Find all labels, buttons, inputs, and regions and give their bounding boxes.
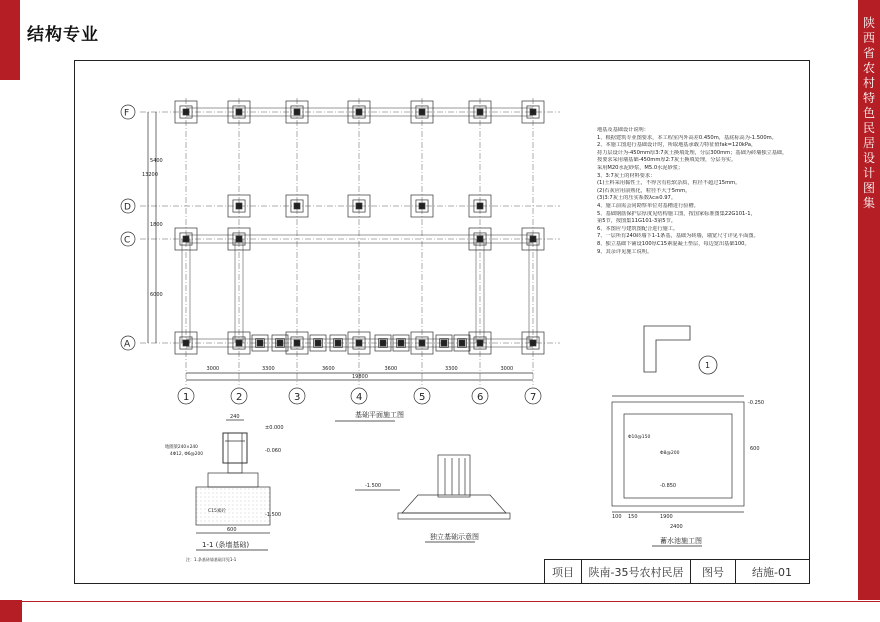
section-note: 注：1.条基砖墙基础详见1-1 xyxy=(186,557,237,562)
note-line: 9、其余详见施工说明。 xyxy=(597,248,653,255)
note-line: 采用M20水泥砂浆，M5.0水泥砂浆； xyxy=(597,164,684,171)
note-line: 8、独立基础下铺设100厚C15素混凝土垫层，每边宽出基础100。 xyxy=(597,240,750,247)
section-elev-1: ±0.000 xyxy=(265,425,284,431)
grid-col-label: 7 xyxy=(530,392,537,403)
note-line: 持力层设计为-450mm厚3:7灰土换填处理，分层300mm；基础为砖墙独立基础， xyxy=(597,149,788,156)
note-line: (2)石灰应用前熟化，粒径不大于5mm。 xyxy=(597,187,691,194)
col-spacing: 3300 xyxy=(445,366,458,372)
note-line: 6、本图应与建筑图配合进行施工。 xyxy=(597,225,679,232)
detail-title: 独立基础示意图 xyxy=(430,533,479,541)
section-width: 600 xyxy=(227,527,237,533)
total-width: 19800 xyxy=(352,374,368,380)
title-block xyxy=(544,559,809,583)
tank-rebar-2: Φ8@200 xyxy=(660,451,680,456)
section-elev-2: -0.060 xyxy=(265,448,282,454)
tank-w3: 100 xyxy=(612,514,622,520)
title-project-name: 陕南-35号农村民居 xyxy=(582,560,691,583)
tank-height: 600 xyxy=(750,446,760,452)
tank-width: 2400 xyxy=(670,524,683,530)
section-footing: C15素砼 xyxy=(208,509,226,514)
title-label-drawing: 图号 xyxy=(691,560,736,583)
col-spacing: 3600 xyxy=(384,366,398,372)
wall-footing-section xyxy=(196,420,270,533)
side-title: 陕西省农村特色民居设计图集 xyxy=(862,16,875,210)
section-elev-3: -1.500 xyxy=(265,512,282,518)
foundation-plan xyxy=(121,98,560,404)
note-line: 按要求采用墙基础-450mm厚2:7灰土换填处理，分层夯实。 xyxy=(597,157,737,164)
note-line: 1、根据建筑专业图要求，本工程室内外高差0.450m，基底标高为-1.500m。 xyxy=(597,134,777,141)
row-spacing: 6000 xyxy=(150,292,163,298)
footing-elev: -1.500 xyxy=(365,483,382,489)
tank-rebar-1: Φ10@150 xyxy=(628,435,651,440)
tank-top-elev: -0.250 xyxy=(748,400,765,406)
note-line: 3、3:7灰土的材料要求： xyxy=(597,172,656,179)
note-line: 4、施工前需会同勘察单位对基槽进行验槽。 xyxy=(597,202,699,209)
col-spacing: 3000 xyxy=(206,366,220,372)
detail-circle-number: 1 xyxy=(705,361,711,370)
design-notes xyxy=(597,127,802,256)
grid-col-label: 3 xyxy=(294,392,301,403)
grid-row-label: A xyxy=(124,339,131,350)
tank-w1: 1900 xyxy=(660,514,673,520)
plan-title: 基础平面施工图 xyxy=(355,411,404,419)
section-dim-top: 240 xyxy=(230,414,240,420)
grid-col-label: 6 xyxy=(477,392,484,403)
grid-col-label: 4 xyxy=(356,392,363,403)
row-spacing: 1800 xyxy=(150,222,163,228)
grid-col-label: 1 xyxy=(183,392,190,403)
col-spacing: 3300 xyxy=(262,366,275,372)
tank-title: 蓄水池施工图 xyxy=(660,537,702,545)
note-line: (1)土料采用黏性土，不得含有松软杂质，粒径不超过15mm。 xyxy=(597,180,741,187)
title-drawing-number: 结施-01 xyxy=(752,565,792,579)
col-spacing: 3000 xyxy=(500,366,514,372)
note-line: 第5节，按图集11G101-3第5节。 xyxy=(597,218,676,225)
grid-row-label: F xyxy=(124,108,130,119)
row-total: 13200 xyxy=(142,172,158,178)
section-beam-rebar: 4Φ12, Φ6@200 xyxy=(170,452,203,457)
grid-row-label: C xyxy=(124,235,131,246)
section-title: 1-1 (条墙基础) xyxy=(202,541,250,549)
section-beam: 地圈梁240×240 xyxy=(165,445,198,450)
note-line: 2、本施工图进行基础设计时，所取地基承载力特征值fak=120kPa， xyxy=(597,142,757,149)
grid-row-label: D xyxy=(124,202,131,213)
page-heading: 结构专业 xyxy=(27,25,99,45)
note-line: 7、一层所有240砖墙下1-1条基，基础为砖墙，墙宽尺寸详见平面图。 xyxy=(597,233,759,240)
tank-mid-elev: -0.850 xyxy=(660,483,677,489)
note-line: 地基及基础设计说明： xyxy=(597,127,649,133)
title-label-project: 项目 xyxy=(545,560,582,583)
grid-col-label: 5 xyxy=(419,392,426,403)
col-spacing: 3600 xyxy=(322,366,335,372)
grid-col-label: 2 xyxy=(236,392,243,403)
note-line: (3)3:7灰土的压实系数λc≥0.97。 xyxy=(597,195,677,202)
tank-w2: 150 xyxy=(628,514,638,520)
note-line: 5、基础钢筋保护层厚度见结构施工图，按国家标准图集22G101-1， xyxy=(597,210,756,217)
row-spacing: 5400 xyxy=(150,158,163,164)
